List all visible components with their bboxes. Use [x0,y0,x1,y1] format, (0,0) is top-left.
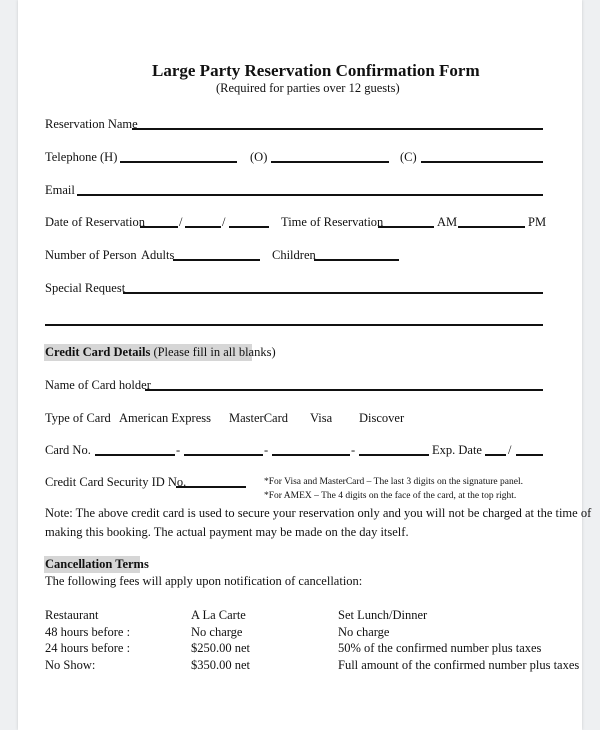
children-field[interactable] [314,259,399,261]
cancellation-title: Cancellation Terms [45,557,149,571]
time-am-field[interactable] [378,226,434,228]
form-page [18,0,592,730]
security-id-label: Credit Card Security ID No. [45,475,187,489]
telephone-cell-label: (C) [400,150,417,164]
card-type-mastercard[interactable]: MasterCard [229,411,289,425]
special-request-field[interactable] [123,292,543,294]
adults-field[interactable] [173,259,260,261]
card-holder-label: Name of Card holder [45,378,151,392]
credit-section-note: (Please fill in all blanks) [153,345,276,359]
note-line-2: making this booking. The actual payment may be made on the day itself. [45,525,409,539]
table-header-set-lunch: Set Lunch/Dinner [338,608,428,622]
table-row-24h-label: 24 hours before : [45,641,131,655]
table-row-noshow-alacarte: $350.00 net [191,658,251,672]
credit-section-title: Credit Card Details [45,345,151,359]
table-row-24h-set: 50% of the confirmed number plus taxes [338,641,542,655]
exp-month-field[interactable] [485,454,506,456]
card-number-dash-3: - [351,443,356,457]
card-number-part-3[interactable] [272,454,350,456]
reservation-name-label: Reservation Name [45,117,138,131]
card-number-label: Card No. [45,443,91,457]
cancellation-intro: The following fees will apply upon notification of cancellation: [45,574,363,588]
exp-year-field[interactable] [516,454,543,456]
card-type-discover[interactable]: Discover [359,411,405,425]
adults-label: Adults [141,248,175,262]
table-header-a-la-carte: A La Carte [191,608,246,622]
telephone-home-field[interactable] [120,161,237,163]
date-day-field[interactable] [185,226,221,228]
time-label: Time of Reservation [281,215,384,229]
children-label: Children [272,248,316,262]
table-row-48h-label: 48 hours before : [45,625,131,639]
page-title: Large Party Reservation Confirmation Form [152,61,480,80]
card-type-visa[interactable]: Visa [310,411,333,425]
special-request-label: Special Request [45,281,126,295]
table-header-restaurant: Restaurant [45,608,99,622]
telephone-office-label: (O) [250,150,268,164]
pm-label: PM [528,215,547,229]
telephone-home-label: (H) [100,150,118,164]
security-note-amex: *For AMEX – The 4 digits on the face of the card, at the top right. [264,491,517,501]
special-request-field-2[interactable] [45,324,543,326]
table-row-48h-set: No charge [338,625,390,639]
telephone-label: Telephone [45,150,97,164]
card-number-part-4[interactable] [359,454,429,456]
credit-section-header [45,345,276,360]
date-slash-1: / [179,215,183,229]
card-type-amex[interactable]: American Express [119,411,211,425]
time-pm-field[interactable] [458,226,525,228]
telephone-office-field[interactable] [271,161,389,163]
table-row-48h-alacarte: No charge [191,625,243,639]
date-label: Date of Reservation [45,215,145,229]
date-year-field[interactable] [229,226,269,228]
card-number-part-1[interactable] [95,454,175,456]
card-holder-field[interactable] [145,389,543,391]
table-row-24h-alacarte: $250.00 net [191,641,251,655]
reservation-name-field[interactable] [132,128,543,130]
email-label: Email [45,183,75,197]
persons-label: Number of Person [45,248,137,262]
card-number-dash-1: - [176,443,181,457]
email-field[interactable] [77,194,543,196]
note-line-1: Note: The above credit card is used to secure your reservation only and you will not be charged at the time of [45,506,592,520]
page-subtitle: (Required for parties over 12 guests) [216,81,400,95]
exp-date-slash: / [508,443,512,457]
table-row-noshow-label: No Show: [45,658,96,672]
telephone-cell-field[interactable] [421,161,543,163]
table-row-noshow-set: Full amount of the confirmed number plus taxes [338,658,580,672]
exp-date-label: Exp. Date [432,443,482,457]
am-label: AM [437,215,458,229]
card-type-label: Type of Card [45,411,111,425]
security-note-visa: *For Visa and MasterCard – The last 3 digits on the signature panel. [264,477,523,487]
card-number-dash-2: - [264,443,269,457]
card-number-part-2[interactable] [184,454,263,456]
date-month-field[interactable] [140,226,178,228]
security-id-field[interactable] [176,486,246,488]
date-slash-2: / [222,215,226,229]
